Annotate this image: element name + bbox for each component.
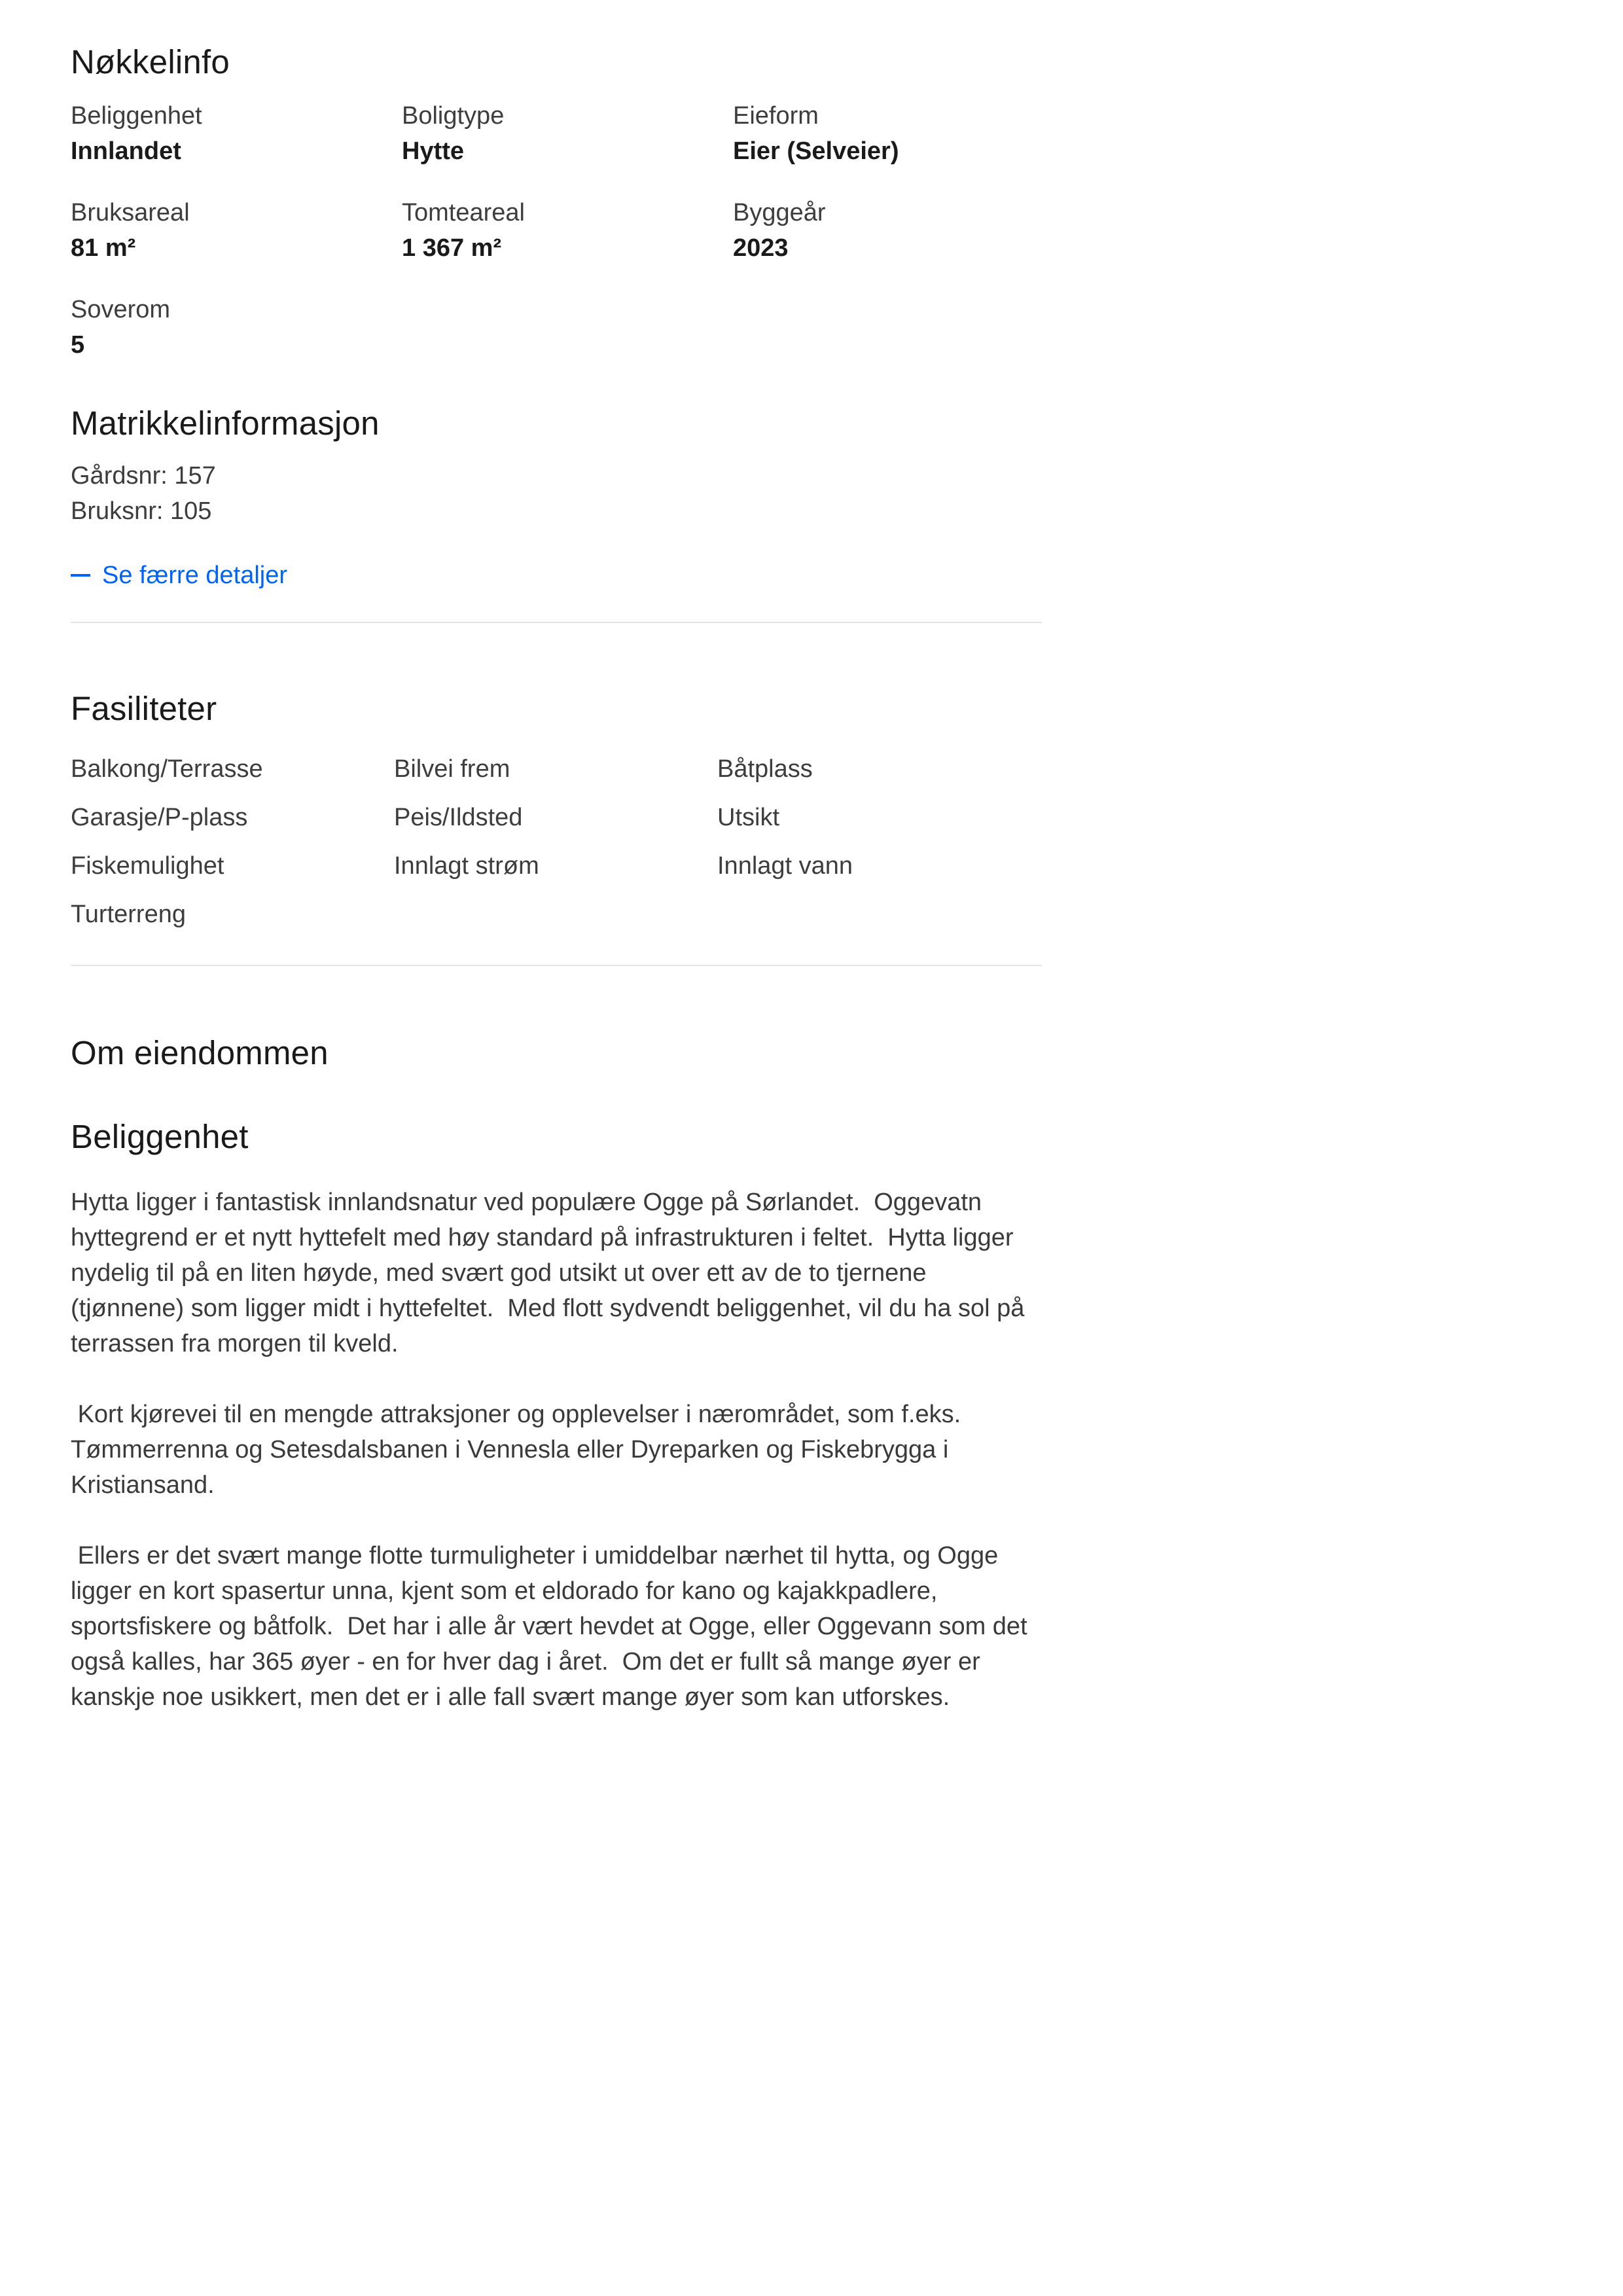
cadastre-gardsnr: Gårdsnr: 157 [71,462,216,490]
facility-item: Balkong/Terrasse [71,755,263,783]
key-info-value: 1 367 m² [402,234,502,262]
facility-item: Turterreng [71,901,186,928]
key-info-value: Eier (Selveier) [733,137,899,165]
key-info-value: Innlandet [71,137,181,165]
key-info-value: 2023 [733,234,789,262]
minus-icon [71,574,90,577]
key-info-plot-area [402,195,733,292]
show-fewer-details-label: Se færre detaljer [102,562,288,589]
facility-item: Båtplass [717,755,813,783]
facility-item: Utsikt [717,804,779,831]
section-divider [71,622,1042,623]
show-fewer-details-link[interactable] [71,558,287,593]
facility-item: Garasje/P-plass [71,804,248,831]
description-paragraph: Kort kjørevei til en mengde attraksjoner og opplevelser i nærområdet, som f.eks. Tømmerrenna og Setesdalsbanen i Vennesla eller Dyreparken og Fiskebrygga i Kristiansand. [71,1401,968,1499]
key-info-label: Boligtype [402,102,505,130]
key-info-value: 81 m² [71,234,136,262]
facility-item: Innlagt vann [717,852,853,880]
facility-item: Fiskemulighet [71,852,224,880]
description-paragraph: Ellers er det svært mange flotte turmuligheter i umiddelbar nærhet til hytta, og Ogge ligger en kort spasertur unna, kjent som et eldorado for kano og kajakkpadlere, sportsfiskere og båtfolk. Det har i alle år vært hevdet at Ogge, eller Oggevann som det også kalles, har 365 øyer - en for hver dag i året. Om det er fullt så mange øyer er kanskje noe usikkert, men det er i alle fall svært mange øyer som kan utforskes. [71,1542,1035,1711]
key-info-value: 5 [71,331,85,359]
key-info-bedrooms [71,292,402,389]
key-info-label: Soverom [71,296,171,323]
key-info-property-type [402,98,733,195]
cadastre-info [71,458,216,529]
key-info-location [71,98,402,195]
key-info-label: Byggeår [733,199,826,226]
key-info-year-built [733,195,1052,292]
key-info-label: Eieform [733,102,819,130]
key-info-label: Tomteareal [402,199,525,226]
cadastre-heading: Matrikkelinformasjon [71,404,380,442]
about-property-heading: Om eiendommen [71,1034,329,1071]
key-info-label: Beliggenhet [71,102,202,130]
location-heading: Beliggenhet [71,1118,249,1155]
facility-item: Bilvei frem [394,755,510,783]
cadastre-bruksnr: Bruksnr: 105 [71,497,212,525]
property-description [71,1185,1046,1750]
facilities-list [71,751,1042,945]
key-info-value: Hytte [402,137,465,165]
key-info-usable-area [71,195,402,292]
key-info-heading: Nøkkelinfo [71,43,230,81]
facility-item: Peis/Ildsted [394,804,523,831]
description-paragraph: Hytta ligger i fantastisk innlandsnatur ved populære Ogge på Sørlandet. Oggevatn hyttegrend er et nytt hyttefelt med høy standard på infrastrukturen i feltet. Hytta ligger nydelig til på en liten høyde, med svært god utsikt ut over ett av de to tjernene (tjønnene) som ligger midt i hyttefeltet. Med flott sydvendt beliggenhet, vil du ha sol på terrassen fra morgen til kveld. [71,1189,1031,1357]
key-info-label: Bruksareal [71,199,190,226]
key-info-ownership [733,98,1052,195]
key-info-grid [71,98,1052,389]
section-divider [71,965,1042,966]
facilities-heading: Fasiliteter [71,690,217,727]
facility-item: Innlagt strøm [394,852,539,880]
